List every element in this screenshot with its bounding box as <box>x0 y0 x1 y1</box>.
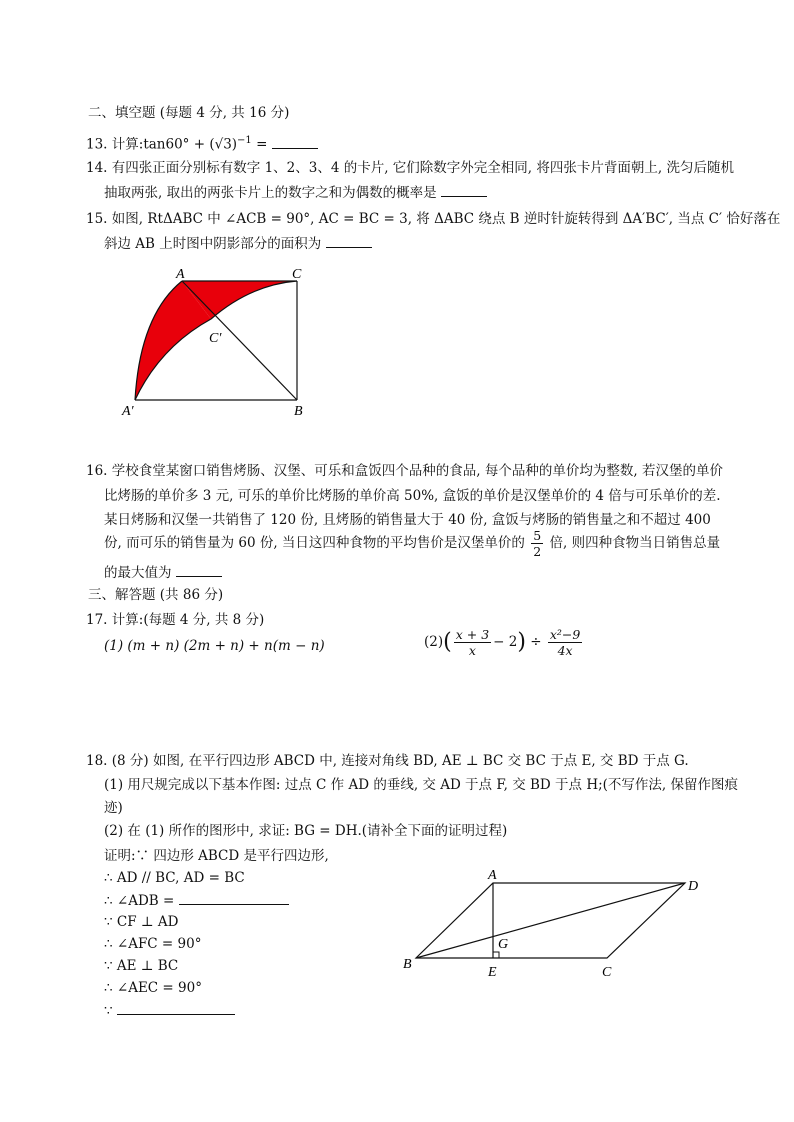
q18-proof-line-5: ∴ ∠AFC = 90° <box>104 936 202 952</box>
q16-line-2: 比烤肠的单价多 3 元, 可乐的单价比烤肠的单价高 50%, 盒饭的单价是汉堡单价的 4 倍与可乐单价的差. <box>104 488 721 504</box>
q18-label-b: B <box>403 957 412 972</box>
q16-line-3: 某日烤肠和汉堡一共销售了 120 份, 且烤肠的销售量大于 40 份, 盒饭与烤肠的销售量之和不超过 400 <box>104 512 711 528</box>
q17-divide: ÷ <box>530 634 542 650</box>
q15-figure <box>110 265 330 425</box>
q15-label-c: C <box>292 267 302 282</box>
section2-title: 二、填空题 (每题 4 分, 共 16 分) <box>88 105 290 121</box>
q18-proof-blank-2[interactable] <box>117 1001 235 1015</box>
q17-header <box>86 611 264 629</box>
q18-line-3: 迹) <box>104 800 123 816</box>
q13-equals: = <box>256 136 268 153</box>
q13-number: 13. <box>86 136 108 153</box>
q17-fraction-1-numerator: x + 3 <box>455 627 490 642</box>
q14-line-1 <box>86 159 734 177</box>
q18-label-a: A <box>488 868 497 883</box>
q18-proof-line-6: ∵ AE ⊥ BC <box>104 958 179 974</box>
q15-line-2 <box>104 234 372 253</box>
q18-diagonal-bd <box>416 883 685 958</box>
q18-label-c: C <box>602 965 612 980</box>
q16-fraction-numerator: 5 <box>533 528 542 543</box>
question-13 <box>86 132 318 154</box>
q18-line-2: (1) 用尺规完成以下基本作图: 过点 C 作 AD 的垂线, 交 AD 于点 F, 交 BD 于点 H;(不写作法, 保留作图痕 <box>104 777 738 793</box>
q18-figure <box>396 862 706 987</box>
q18-line-1 <box>86 752 689 770</box>
q18-text-1: (8 分) 如图, 在平行四边形 ABCD 中, 连接对角线 BD, AE ⊥ BC 交 BC 于点 E, 交 BD 于点 G. <box>111 753 689 769</box>
q17-fraction-2 <box>548 627 583 658</box>
q16-line-4 <box>104 528 720 559</box>
q14-line-2 <box>104 183 487 202</box>
q14-answer-blank[interactable] <box>441 183 487 197</box>
q15-label-cprime: C′ <box>209 331 222 346</box>
q18-right-angle-mark <box>493 952 499 958</box>
q17-fraction-2-denominator: 4x <box>557 643 573 658</box>
q16-line-5 <box>104 563 222 582</box>
q18-proof-blank-1[interactable] <box>179 891 289 905</box>
q14-text-1: 有四张正面分别标有数字 1、2、3、4 的卡片, 它们除数字外完全相同, 将四张卡片背面朝上, 洗匀后随机 <box>111 160 734 176</box>
q15-label-a: A <box>176 267 185 282</box>
q18-proof-line-8-text: ∵ <box>104 1003 113 1019</box>
q17-fraction-1 <box>454 627 491 658</box>
q13-expression: 计算:tan60° + (√3) <box>111 136 238 153</box>
q18-line-4: (2) 在 (1) 所作的图形中, 求证: BG = DH.(请补全下面的证明过程) <box>104 823 508 839</box>
q16-number: 16. <box>86 463 108 479</box>
q18-proof-line-4: ∵ CF ⊥ AD <box>104 914 179 930</box>
q15-line-1 <box>86 210 780 228</box>
q17-fraction-1-denominator: x <box>468 643 476 658</box>
q15-answer-blank[interactable] <box>326 234 372 248</box>
q17-minus-two: − 2 <box>493 634 518 650</box>
q17-number: 17. <box>86 612 108 628</box>
q16-text-1: 学校食堂某窗口销售烤肠、汉堡、可乐和盒饭四个品种的食品, 每个品种的单价均为整数, 若汉堡的单价 <box>111 463 723 479</box>
q17-right-paren: ) <box>517 629 526 655</box>
q18-proof-line-2: ∴ AD // BC, AD = BC <box>104 870 245 886</box>
q16-answer-blank[interactable] <box>176 563 222 577</box>
q17-fraction-2-numerator: x²−9 <box>549 627 581 642</box>
q18-proof-line-3-text: ∴ ∠ADB = <box>104 893 175 909</box>
q18-label-d: D <box>688 879 699 894</box>
q17-part-2 <box>424 625 584 660</box>
q17-header-text: 计算:(每题 4 分, 共 8 分) <box>111 612 265 628</box>
q14-number: 14. <box>86 160 108 176</box>
q15-label-aprime: A′ <box>122 404 134 419</box>
q15-text-1: 如图, RtΔABC 中 ∠ACB = 90°, AC = BC = 3, 将 ΔABC 绕点 B 逆时针旋转得到 ΔA′BC′, 当点 C′ 恰好落在 <box>111 211 781 227</box>
q13-answer-blank[interactable] <box>272 135 318 149</box>
q15-label-b: B <box>294 404 303 419</box>
q16-fraction-denominator: 2 <box>533 544 542 559</box>
q16-fraction <box>531 528 543 559</box>
q18-proof-line-1: 证明:∵ 四边形 ABCD 是平行四边形, <box>104 848 329 864</box>
q15-number: 15. <box>86 211 108 227</box>
q17-part-2-prefix: (2) <box>424 634 444 650</box>
q16-text-5: 的最大值为 <box>104 565 172 581</box>
q18-proof-line-3 <box>104 891 289 910</box>
q18-number: 18. <box>86 753 108 769</box>
section3-title: 三、解答题 (共 86 分) <box>88 587 224 603</box>
q16-text-4b: 倍, 则四种食物当日销售总量 <box>549 535 721 551</box>
q14-text-2: 抽取两张, 取出的两张卡片上的数字之和为偶数的概率是 <box>104 185 437 201</box>
q18-proof-line-8 <box>104 1001 235 1020</box>
q18-proof-line-7: ∴ ∠AEC = 90° <box>104 980 202 996</box>
q16-text-4a: 份, 而可乐的销售量为 60 份, 当日这四种食物的平均售价是汉堡单价的 <box>104 535 525 551</box>
q16-line-1 <box>86 462 723 480</box>
q18-label-g: G <box>498 937 509 952</box>
q15-text-2: 斜边 AB 上时图中阴影部分的面积为 <box>104 236 322 252</box>
q17-left-paren: ( <box>443 629 452 655</box>
q18-label-e: E <box>488 965 497 980</box>
q13-exponent: −1 <box>237 135 252 146</box>
q17-part-1: (1) (m + n) (2m + n) + n(m − n) <box>104 638 325 654</box>
